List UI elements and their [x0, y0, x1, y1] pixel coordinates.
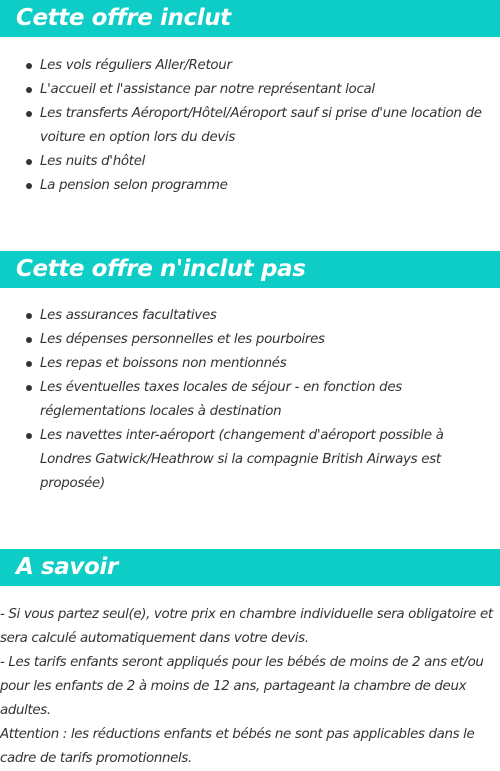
- not-included-section: [0, 251, 500, 496]
- list-item: Les navettes inter-aéroport (changement d'aéroport possible à Londres Gatwick/Heathrow si la compagnie British Airways est proposée): [0, 424, 500, 496]
- list-item: Les transferts Aéroport/Hôtel/Aéroport sauf si prise d'une location de voiture en option lors du devis: [0, 102, 500, 150]
- note-paragraph: - Les tarifs enfants seront appliqués pour les bébés de moins de 2 ans et/ou pour les enfants de 2 à moins de 12 ans, partageant la chambre de deux adultes.: [0, 655, 484, 718]
- note-paragraph: Attention : les réductions enfants et bébés ne sont pas applicables dans le cadre de tarifs promotionnels.: [0, 727, 475, 766]
- not-included-section-title: Cette offre n'inclut pas: [0, 251, 500, 288]
- included-section: [0, 0, 500, 198]
- list-item: Les dépenses personnelles et les pourboires: [0, 328, 500, 352]
- list-item: Les éventuelles taxes locales de séjour - en fonction des réglementations locales à destination: [0, 376, 500, 424]
- list-item: Les repas et boissons non mentionnés: [0, 352, 500, 376]
- not-included-list: [0, 304, 500, 496]
- to-know-notes: [0, 603, 500, 771]
- to-know-section-title: A savoir: [0, 549, 500, 586]
- list-item: La pension selon programme: [0, 174, 500, 198]
- list-item: Les assurances facultatives: [0, 304, 500, 328]
- note-paragraph: - Si vous partez seul(e), votre prix en chambre individuelle sera obligatoire et sera calculé automatiquement dans votre devis.: [0, 607, 493, 646]
- included-section-title: Cette offre inclut: [0, 0, 500, 37]
- list-item: Les nuits d'hôtel: [0, 150, 500, 174]
- list-item: Les vols réguliers Aller/Retour: [0, 54, 500, 78]
- list-item: L'accueil et l'assistance par notre représentant local: [0, 78, 500, 102]
- included-list: [0, 54, 500, 198]
- to-know-section: [0, 549, 500, 771]
